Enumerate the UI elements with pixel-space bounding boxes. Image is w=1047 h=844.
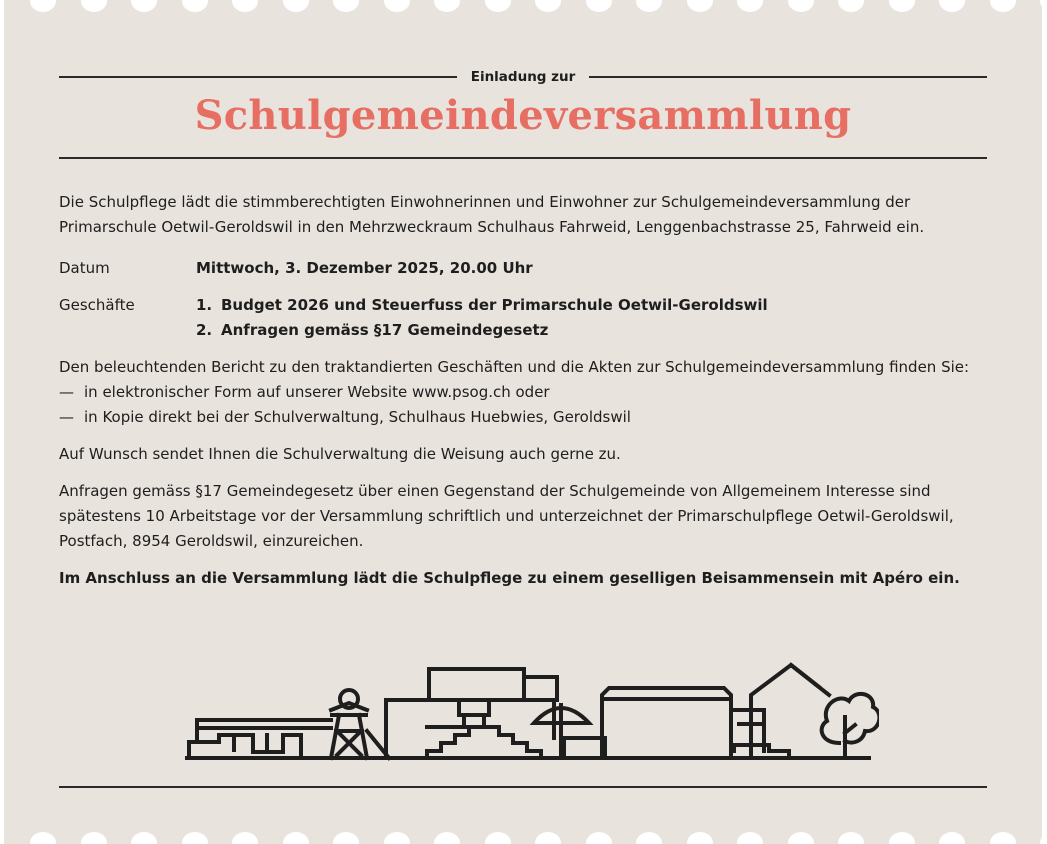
agenda-number: 1.: [196, 296, 213, 314]
report-paragraph: Den beleuchtenden Bericht zu den traktandierten Geschäften und die Akten zur Schulgemeindeversammlung finden Sie:: [59, 358, 970, 376]
perforation-notch: [485, 832, 511, 844]
perforation-notch: [788, 0, 814, 12]
perforation-notch: [990, 0, 1016, 12]
agenda-text: Budget 2026 und Steuerfuss der Primarschule Oetwil-Geroldswil: [221, 296, 768, 314]
report-option-text: in elektronischer Form auf unserer Website www.psog.ch oder: [84, 383, 550, 401]
agenda-item: [196, 318, 768, 343]
perforated-edge-bottom: [4, 832, 1042, 844]
report-option-text: in Kopie direkt bei der Schulverwaltung, Schulhaus Huebwies, Geroldswil: [84, 408, 631, 426]
invitation-body: [59, 190, 994, 591]
school-buildings-skyline-icon: [179, 655, 879, 770]
agenda-text: Anfragen gemäss §17 Gemeindegesetz: [221, 321, 549, 339]
perforation-notch: [636, 0, 662, 12]
eyebrow-rule-left: [59, 76, 457, 78]
perforation-notch: [81, 832, 107, 844]
perforation-notch: [1040, 832, 1042, 844]
perforation-notch: [838, 832, 864, 844]
report-options: [59, 380, 994, 430]
perforation-notch: [283, 832, 309, 844]
perforation-notch: [283, 0, 309, 12]
perforation-notch: [485, 0, 511, 12]
perforation-notch: [81, 0, 107, 12]
perforation-notch: [384, 832, 410, 844]
perforation-notch: [30, 832, 56, 844]
dash-marker: —: [59, 408, 74, 426]
perforation-notch: [586, 0, 612, 12]
perforation-notch: [182, 0, 208, 12]
intro-paragraph: Die Schulpflege lädt die stimmberechtigten Einwohnerinnen und Einwohner zur Schulgemeindeversammlung der Primarschule Oetwil-Geroldswil in den Mehrzweckraum Schulhaus Fahrweid, Lenggenbachstrasse 25, Fahrweid ein.: [59, 193, 925, 236]
perforation-notch: [182, 832, 208, 844]
perforated-edge-top: [4, 0, 1042, 12]
perforation-notch: [434, 0, 460, 12]
dash-marker: —: [59, 383, 74, 401]
bottom-divider: [59, 786, 987, 788]
report-option: [59, 405, 994, 430]
perforation-notch: [535, 832, 561, 844]
perforation-notch: [131, 0, 157, 12]
perforation-notch: [687, 832, 713, 844]
perforation-notch: [131, 832, 157, 844]
perforation-notch: [687, 0, 713, 12]
eyebrow-row: [59, 66, 987, 88]
perforation-notch: [737, 832, 763, 844]
perforation-notch: [434, 832, 460, 844]
perforation-notch: [737, 0, 763, 12]
date-label: Datum: [59, 259, 110, 277]
perforation-notch: [333, 0, 359, 12]
date-value: Mittwoch, 3. Dezember 2025, 20.00 Uhr: [196, 259, 533, 277]
perforation-notch: [586, 832, 612, 844]
perforation-notch: [889, 832, 915, 844]
perforation-notch: [939, 832, 965, 844]
business-label: Geschäfte: [59, 296, 135, 314]
perforation-notch: [1040, 0, 1042, 12]
eyebrow-rule-right: [589, 76, 987, 78]
report-option: [59, 380, 994, 405]
perforation-notch: [990, 832, 1016, 844]
perforation-notch: [636, 832, 662, 844]
invitation-card: [4, 0, 1042, 844]
perforation-notch: [838, 0, 864, 12]
request-paragraph: Auf Wunsch sendet Ihnen die Schulverwaltung die Weisung auch gerne zu.: [59, 445, 621, 463]
eyebrow-text: Einladung zur: [470, 69, 576, 85]
perforation-notch: [384, 0, 410, 12]
perforation-notch: [333, 832, 359, 844]
perforation-notch: [788, 832, 814, 844]
perforation-notch: [30, 0, 56, 12]
agenda-list: [196, 293, 768, 343]
agenda-number: 2.: [196, 321, 213, 339]
business-row: [59, 293, 994, 343]
agenda-item: [196, 293, 768, 318]
inquiries-paragraph: Anfragen gemäss §17 Gemeindegesetz über einen Gegenstand der Schulgemeinde von Allgemeinem Interesse sind spätestens 10 Arbeitstage vor der Versammlung schriftlich und unterzeichnet der Primarschulpflege Oetwil-Geroldswil, Postfach, 8954 Geroldswil, einzureichen.: [59, 482, 954, 550]
perforation-notch: [232, 0, 258, 12]
perforation-notch: [889, 0, 915, 12]
date-row: [59, 256, 994, 281]
closing-paragraph: Im Anschluss an die Versammlung lädt die Schulpflege zu einem geselligen Beisammensein mit Apéro ein.: [59, 569, 960, 587]
perforation-notch: [232, 832, 258, 844]
title-divider: [59, 157, 987, 159]
page-title: Schulgemeindeversammlung: [194, 92, 852, 139]
perforation-notch: [535, 0, 561, 12]
perforation-notch: [939, 0, 965, 12]
